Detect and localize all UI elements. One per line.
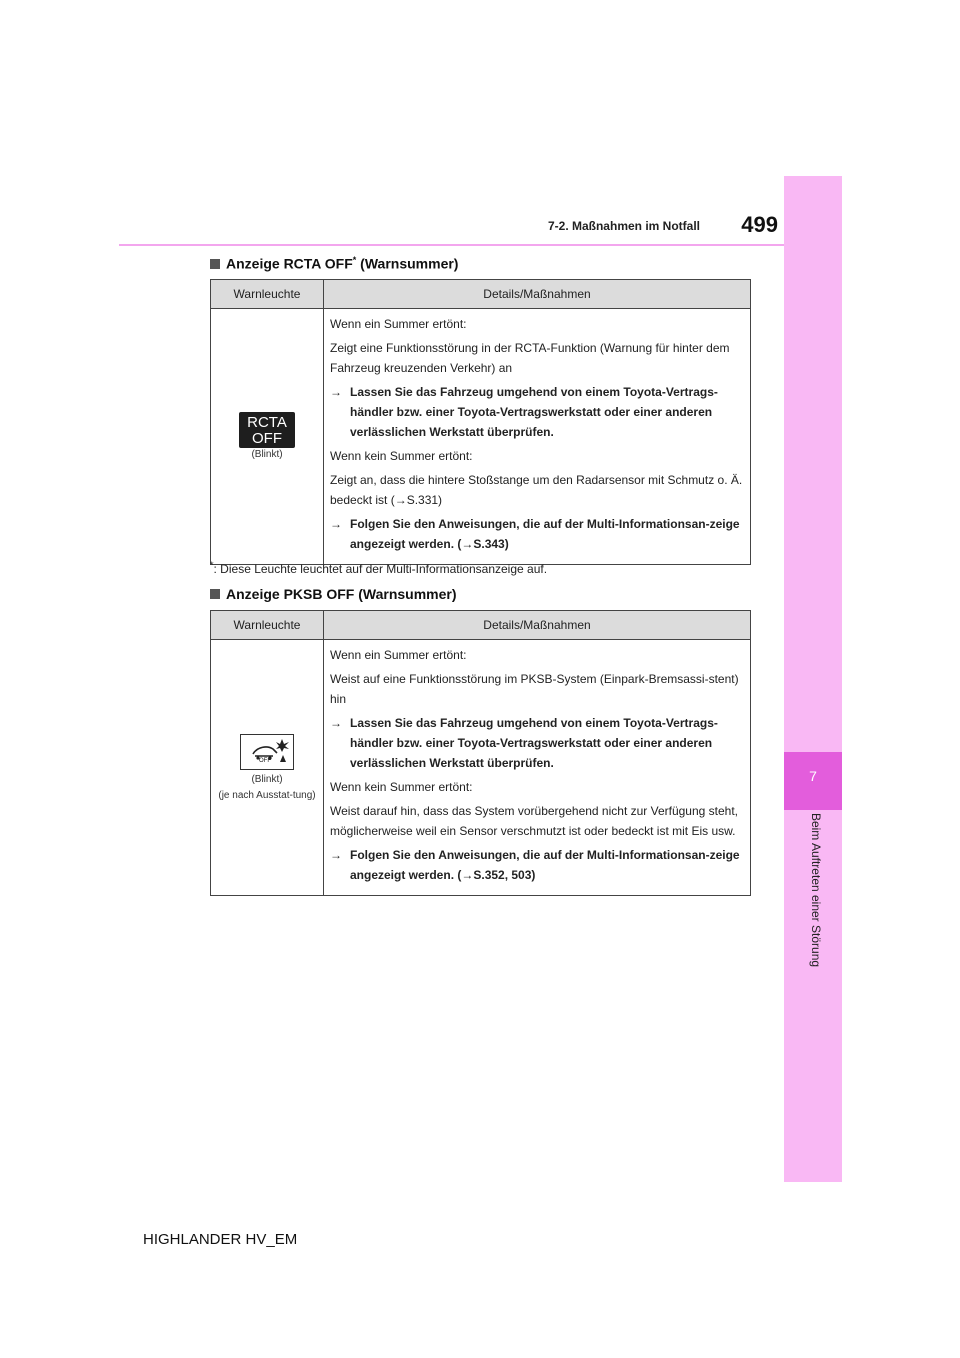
lamp-caption: (Blinkt): [251, 449, 283, 460]
lamp-cell: [211, 640, 324, 896]
pksb-warning-table: [210, 610, 751, 896]
section-header: 7-2. Maßnahmen im Notfall: [547, 219, 700, 233]
footnote-star: *: [210, 560, 214, 570]
arrow-right-icon: →: [330, 716, 342, 730]
rcta-badge-line1: RCTA: [247, 414, 287, 431]
action-item: [330, 713, 744, 773]
action-item: [330, 382, 744, 442]
table-row: [211, 640, 751, 896]
details-paragraph: Weist auf eine Funktionsstörung im PKSB-System (Einpark-Bremsassi-stent) hin: [330, 672, 739, 706]
square-bullet-icon: [210, 259, 220, 269]
pksb-off-indicator-icon: [240, 734, 294, 770]
details-cell: [324, 640, 751, 896]
lamp-caption: (je nach Ausstat-tung): [218, 789, 316, 801]
col-header-details: Details/Maßnahmen: [324, 280, 751, 309]
action-item: [330, 845, 744, 885]
action-text: Folgen Sie den Anweisungen, die auf der Multi-Informationsan-zeige angezeigt werden. (→S.343): [350, 517, 740, 551]
action-text: Lassen Sie das Fahrzeug umgehend von einem Toyota-Vertrags-händler bzw. einer Toyota-Vertragswerkstatt oder einer anderen verlässlichen Werkstatt überprüfen.: [350, 716, 718, 770]
arrow-right-icon: →: [330, 848, 342, 862]
footnote: [210, 560, 547, 576]
details-paragraph: Zeigt an, dass die hintere Stoßstange um den Radarsensor mit Schmutz o. Ä. bedeckt ist (→S.331): [330, 473, 743, 507]
car-brake-icon: [243, 737, 293, 769]
chapter-number: 7: [809, 768, 817, 784]
rcta-badge-line2: OFF: [252, 430, 282, 447]
details-cell: [324, 309, 751, 565]
details-paragraph: Zeigt eine Funktionsstörung in der RCTA-Funktion (Warnung für hinter dem Fahrzeug kreuzenden Verkehr) an: [330, 341, 730, 375]
details-paragraph: Wenn kein Summer ertönt:: [330, 449, 473, 463]
chapter-title-text: Beim Auftreten einer Störung: [809, 812, 823, 968]
chapter-side-tab: [784, 176, 842, 1182]
footer-model: HIGHLANDER HV_EM: [143, 1231, 298, 1248]
arrow-right-icon: →: [330, 385, 342, 399]
rcta-off-indicator-icon: [239, 412, 295, 448]
rcta-warning-table: [210, 279, 751, 565]
section1-heading: [210, 255, 458, 272]
pksb-off-label: OFF: [259, 757, 271, 764]
header-rule: [119, 244, 784, 246]
arrow-right-icon: →: [330, 517, 342, 531]
action-item: [330, 514, 744, 554]
table-header-row: [211, 611, 751, 640]
section1-heading-suffix: (Warnsummer): [356, 255, 459, 272]
page-number: 499: [741, 212, 778, 237]
chapter-title: [803, 812, 823, 968]
section2-heading: [210, 586, 457, 602]
details-paragraph: Weist darauf hin, dass das System vorübergehend nicht zur Verfügung steht, möglicherweise weil ein Sensor verschmutzt ist oder bedeckt ist mit Eis usw.: [330, 804, 739, 838]
col-header-lamp: Warnleuchte: [211, 280, 324, 309]
section1-heading-star: *: [352, 255, 357, 265]
square-bullet-icon: [210, 589, 220, 599]
action-text: Lassen Sie das Fahrzeug umgehend von einem Toyota-Vertrags-händler bzw. einer Toyota-Vertragswerkstatt oder einer anderen verlässlichen Werkstatt überprüfen.: [350, 385, 718, 439]
details-paragraph: Wenn kein Summer ertönt:: [330, 780, 473, 794]
section2-heading-text: Anzeige PKSB OFF (Warnsummer): [226, 586, 457, 602]
footnote-text: : Diese Leuchte leuchtet auf der Multi-Informationsanzeige auf.: [213, 562, 548, 576]
col-header-lamp: Warnleuchte: [211, 611, 324, 640]
table-row: [211, 309, 751, 565]
action-text: Folgen Sie den Anweisungen, die auf der Multi-Informationsan-zeige angezeigt werden. (→S.352, 503): [350, 848, 740, 882]
lamp-caption: (Blinkt): [251, 773, 283, 785]
col-header-details: Details/Maßnahmen: [324, 611, 751, 640]
table-header-row: [211, 280, 751, 309]
section1-heading-text: Anzeige RCTA OFF: [226, 255, 353, 272]
lamp-cell: [211, 309, 324, 565]
details-paragraph: Wenn ein Summer ertönt:: [330, 317, 467, 331]
details-paragraph: Wenn ein Summer ertönt:: [330, 648, 467, 662]
